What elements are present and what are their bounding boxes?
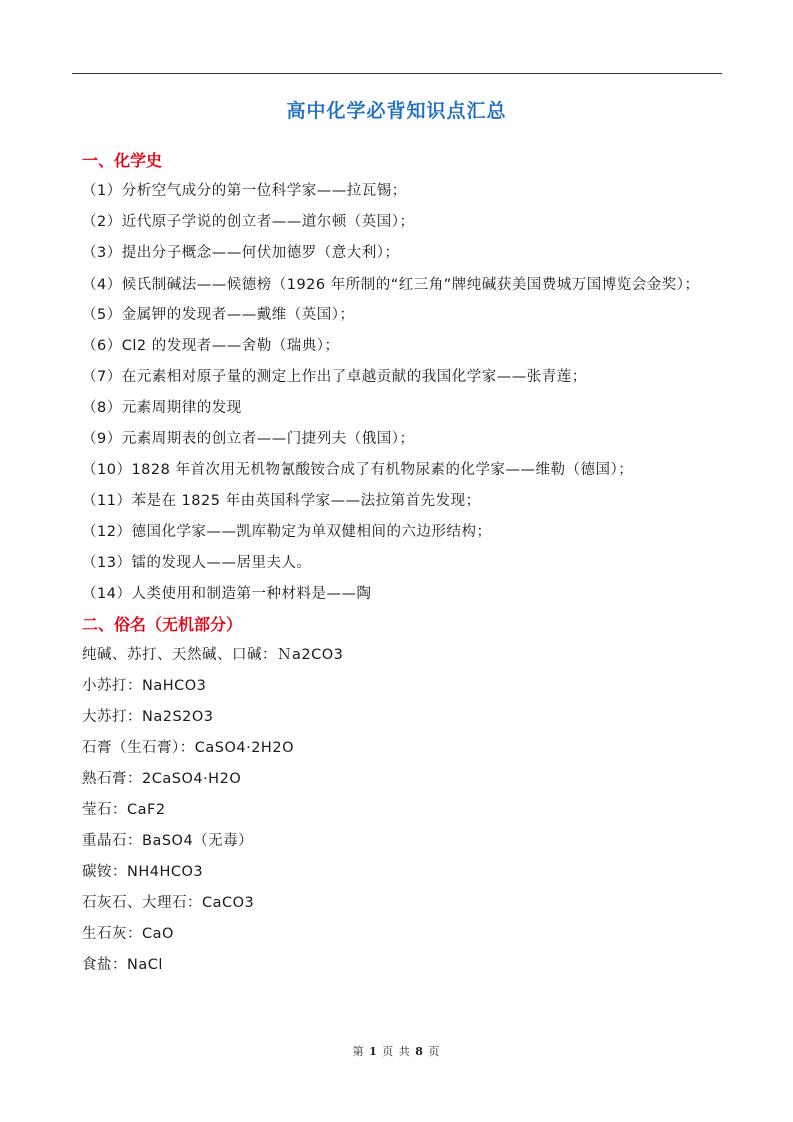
common-name-item: 大苏打：Na2S2O3 — [82, 709, 214, 725]
common-name-item: 石膏（生石膏）：CaSO4·2H2O — [82, 740, 294, 756]
document-body — [82, 146, 722, 981]
history-item: （8）元素周期律的发现 — [82, 400, 242, 416]
history-item: （12）德国化学家——凯库勒定为单双健相间的六边形结构； — [82, 524, 492, 540]
common-name-item: 熟石膏：2CaSO4·H2O — [82, 771, 242, 787]
history-item: （7）在元素相对原子量的测定上作出了卓越贡献的我国化学家——张青莲； — [82, 369, 587, 385]
history-item: （2）近代原子学说的创立者——道尔顿（英国）； — [82, 214, 415, 230]
common-name-item: 碳铵：NH4HCO3 — [82, 864, 204, 880]
history-item: （4）候氏制碱法——候德榜（1926 年所制的“红三角”牌纯碱获美国费城万国博览会金奖）； — [82, 277, 700, 293]
history-item: （3）提出分子概念——何伏加德罗（意大利）； — [82, 245, 400, 261]
footer-middle: 页 共 — [382, 1045, 411, 1058]
history-item: （14）人类使用和制造第一种材料是——陶 — [82, 586, 372, 602]
common-name-item: 石灰石、大理石：CaCO3 — [82, 895, 255, 911]
header-rule — [72, 73, 722, 74]
footer-prefix: 第 — [352, 1045, 365, 1058]
history-item: （1）分析空气成分的第一位科学家——拉瓦锡； — [82, 183, 407, 199]
history-item: （13）镭的发现人——居里夫人。 — [82, 555, 312, 571]
common-name-item: 生石灰：CaO — [82, 926, 174, 942]
footer-suffix: 页 — [428, 1045, 441, 1058]
history-item: （9）元素周期表的创立者——门捷列夫（俄国）； — [82, 431, 415, 447]
page-footer — [0, 1043, 793, 1059]
history-item: （6）Cl2 的发现者——舍勒（瑞典）； — [82, 338, 340, 354]
common-name-item: 食盐：NaCl — [82, 957, 163, 973]
footer-total-pages: 8 — [415, 1045, 424, 1058]
page-title: 高中化学必背知识点汇总 — [286, 100, 507, 122]
common-name-item: 重晶石：BaSO4（无毒） — [82, 833, 254, 849]
history-item: （5）金属钾的发现者——戴维（英国）； — [82, 307, 355, 323]
common-name-item: 纯碱、苏打、天然碱、口碱：Ｎa2CO3 — [82, 647, 344, 663]
section-heading-history: 一、化学史 — [82, 151, 163, 170]
common-name-item: 莹石：CaF2 — [82, 802, 166, 818]
history-item: （10）1828 年首次用无机物氰酸铵合成了有机物尿素的化学家——维勒（德国）； — [82, 462, 634, 478]
history-item: （11）苯是在 1825 年由英国科学家——法拉第首先发现； — [82, 493, 481, 509]
section-heading-common-names: 二、俗名（无机部分） — [82, 615, 243, 634]
footer-page-number: 1 — [369, 1045, 378, 1058]
common-name-item: 小苏打：NaHCO3 — [82, 678, 207, 694]
